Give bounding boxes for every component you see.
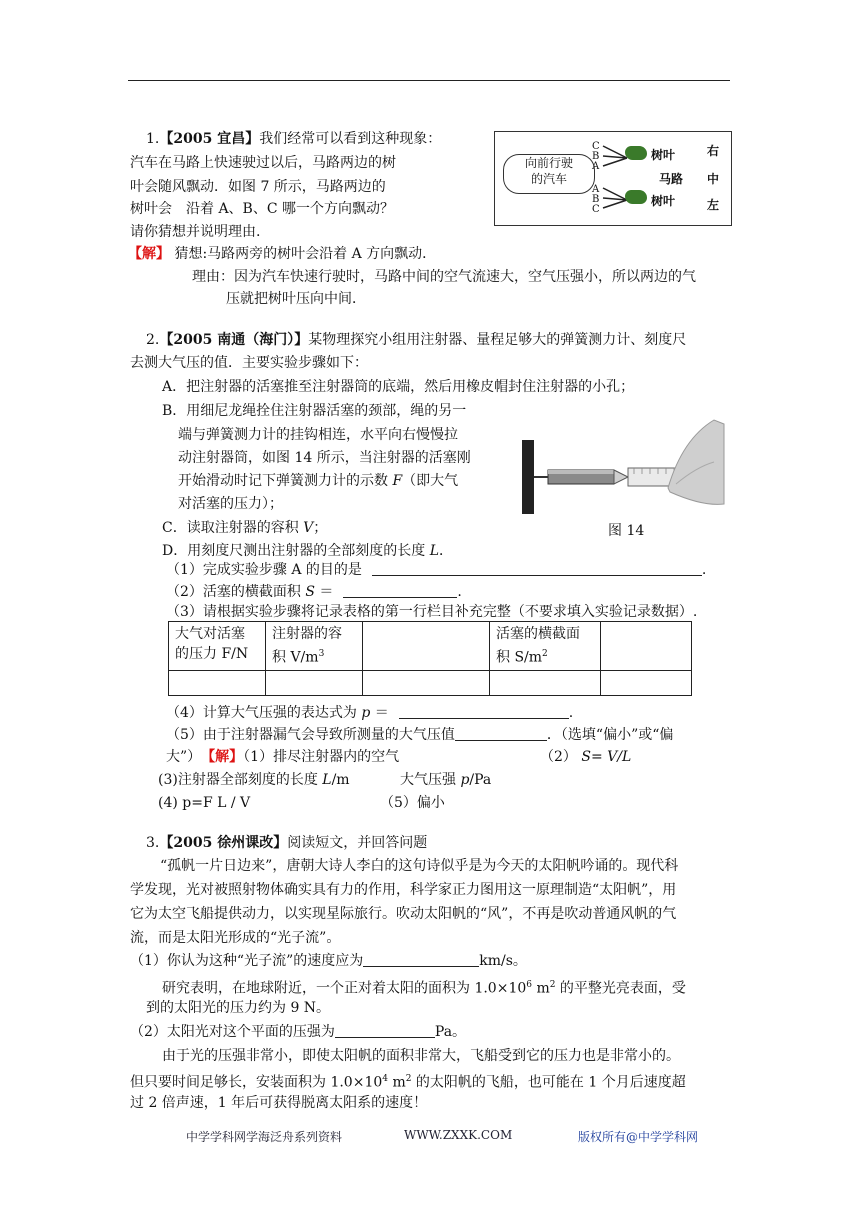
road-label: 马路 [659, 172, 684, 186]
q1-answer-1: 【解】 猜想:马路两旁的树叶会沿着 A 方向飘动． [128, 246, 437, 262]
q1-answer-2: 理由：因为汽车快速行驶时，马路中间的空气流速大，空气压强小，所以两边的气 [192, 269, 696, 285]
q1-answer-3: 压就把树叶压向中间． [226, 291, 366, 307]
header-rule [128, 80, 730, 81]
q3-text-6: 到的太阳光的压力约为 9 N。 [146, 1000, 331, 1016]
footer-copyright: 版权所有@中学学科网 [578, 1130, 699, 1144]
table-cell[interactable] [266, 670, 363, 695]
q2-tag: 【2005 南通（海门）】 [159, 332, 309, 348]
q3-text-2: 学发现，光对被照射物体确实具有力的作用，科学家正力图用这一原理制造“太阳帆”，用 [130, 882, 677, 898]
q3-text-4: 流，而是太阳光形成的“光子流”。 [130, 930, 341, 946]
q2-answer-1: 大”） 【解】（1）排尽注射器内的空气 [166, 749, 400, 765]
leaf-bottom-label: 树叶 [651, 194, 676, 208]
q3-text-9: 过 2 倍声速，1 年后可获得脱离太阳系的速度！ [130, 1095, 428, 1111]
q2-answer-5: （5）偏小 [380, 795, 445, 811]
q2-step-b-3: 动注射器筒，如图 14 所示，当注射器的活塞刚 [178, 450, 471, 466]
q2-step-b-2: 端与弹簧测力计的挂钩相连，水平向右慢慢拉 [178, 427, 458, 443]
table-cell[interactable] [363, 670, 490, 695]
right-label: 右 [707, 144, 720, 158]
q2-answer-4: (4) p=F L / V [158, 795, 251, 811]
answer-blank-speed[interactable] [363, 952, 479, 967]
q2-answer-3b: 大气压强 p/Pa [400, 772, 492, 788]
q2-step-b-1: B．用细尼龙绳拴住注射器活塞的颈部，绳的另一 [162, 403, 467, 419]
q1-line-4: 树叶会 沿着 A、B、C 哪一个方向飘动？ [130, 201, 395, 217]
figure-14-syringe-photo [518, 414, 726, 514]
q2-line-2: 去测大气压的值．主要实验步骤如下： [130, 355, 368, 371]
car-label-1: 向前行驶 [524, 156, 573, 170]
q3-text-7: 由于光的压强非常小，即使太阳帆的面积非常大，飞船受到它的压力也是非常小的。 [162, 1048, 680, 1064]
q1-line-3: 叶会随风飘动．如图 7 所示，马路两边的 [130, 179, 386, 195]
answer-blank-5[interactable] [455, 726, 547, 741]
q2-part-2: （2）活塞的横截面积 S ＝ . [166, 584, 462, 600]
car-box [503, 154, 595, 194]
q2-step-a: A．把注射器的活塞推至注射器筒的底端，然后用橡皮帽封住注射器的小孔； [162, 379, 635, 395]
table-cell-blank-2[interactable] [601, 622, 692, 671]
leaf-bottom-icon [625, 190, 647, 204]
q1-line-1: 1.【2005 宜昌】我们经常可以看到这种现象： [146, 131, 442, 147]
q3-question-1: （1）你认为这种“光子流”的速度应为 km/s。 [130, 953, 527, 969]
q3-text-1: “孤帆一片日边来”，唐朝大诗人李白的这句诗似乎是为今天的太阳帆吟诵的。现代科 [160, 858, 679, 874]
table-cell[interactable] [490, 670, 601, 695]
table-row-header [169, 622, 692, 671]
bottom-direction-letters: A B C [592, 184, 600, 215]
q1-line-2: 汽车在马路上快速驶过以后，马路两边的树 [130, 155, 396, 171]
answer-blank-pressure[interactable] [335, 1023, 435, 1038]
answer-blank-4[interactable] [399, 704, 569, 719]
q2-step-c: C．读取注射器的容积 V； [162, 520, 328, 536]
middle-label: 中 [707, 172, 720, 186]
q3-text-3: 它为太空飞船提供动力，以实现星际旅行。吹动太阳帆的“风”，不再是吹动普通风帆的气 [130, 906, 677, 922]
car-label-2: 的汽车 [530, 172, 567, 186]
q1-answer-tag: 【解】 [128, 246, 170, 262]
table-cell-force: 大气对活塞 的压力 F/N [169, 622, 266, 671]
footer-left: 中学学科网学海泛舟系列资料 [186, 1130, 343, 1144]
q2-answer-tag: 【解】 [208, 749, 244, 765]
table-row-data [169, 670, 692, 695]
answer-blank-1[interactable] [372, 561, 702, 576]
table-cell[interactable] [169, 670, 266, 695]
leaf-top-icon [625, 146, 647, 160]
table-cell-area: 活塞的横截面 积 $S/m^2$ [490, 622, 601, 671]
table-cell-volume: 注射器的容 积 $V/m^3$ [266, 622, 363, 671]
q2-part-3: （3）请根据实验步骤将记录表格的第一行栏目补充完整（不要求填入实验记录数据）. [166, 604, 698, 620]
q2-part-1: （1）完成实验步骤 A 的目的是 . [166, 562, 707, 578]
q2-part-5: （5）由于注射器漏气会导致所测量的大气压值 ．（选填“偏小”或“偏 [166, 727, 674, 743]
q2-step-d: D．用刻度尺测出注射器的全部刻度的长度 L． [162, 543, 453, 559]
table-cell-blank-1[interactable] [363, 622, 490, 671]
leaf-top-label: 树叶 [651, 148, 676, 162]
q3-line-1: 3.【2005 徐州课改】阅读短文，并回答问题 [146, 835, 428, 851]
figure-14-caption: 图 14 [608, 523, 645, 539]
q3-text-5: 研究表明，在地球附近，一个正对着太阳的面积为 $1.0\times 10^6$ $m^2$ 的平整光亮表面，受 [162, 980, 686, 997]
q3-text-8: 但只要时间足够长，安装面积为 $1.0\times 10^4$ $m^2$ 的太阳帆的飞船，也可能在 1 个月后速度超 [130, 1074, 686, 1091]
record-table [168, 621, 692, 696]
answer-blank-2[interactable] [343, 583, 457, 598]
q3-tag: 【2005 徐州课改】 [159, 835, 288, 851]
q2-part-4: （4）计算大气压强的表达式为 p ＝ . [166, 705, 574, 721]
figure-7-road-diagram [494, 131, 732, 226]
left-label: 左 [707, 198, 720, 212]
q2-answer-3a: (3)注射器全部刻度的长度 L/m [158, 772, 350, 788]
footer-url[interactable]: WWW.ZXXK.COM [404, 1128, 513, 1142]
q2-step-b-4: 开始滑动时记下弹簧测力计的示数 F（即大气 [178, 473, 459, 489]
q3-question-2: （2）太阳光对这个平面的压强为 Pa。 [130, 1024, 467, 1040]
table-cell[interactable] [601, 670, 692, 695]
q1-tag: 【2005 宜昌】 [159, 131, 260, 147]
q2-step-b-5: 对活塞的压力）； [178, 496, 283, 512]
q2-answer-2: （2） S= V/L [540, 749, 632, 765]
q1-line-5: 请你猜想并说明理由. [130, 224, 261, 240]
top-direction-letters: C B A [592, 141, 600, 172]
q2-line-1: 2.【2005 南通（海门）】某物理探究小组用注射器、量程足够大的弹簧测力计、刻度尺 [146, 332, 687, 348]
